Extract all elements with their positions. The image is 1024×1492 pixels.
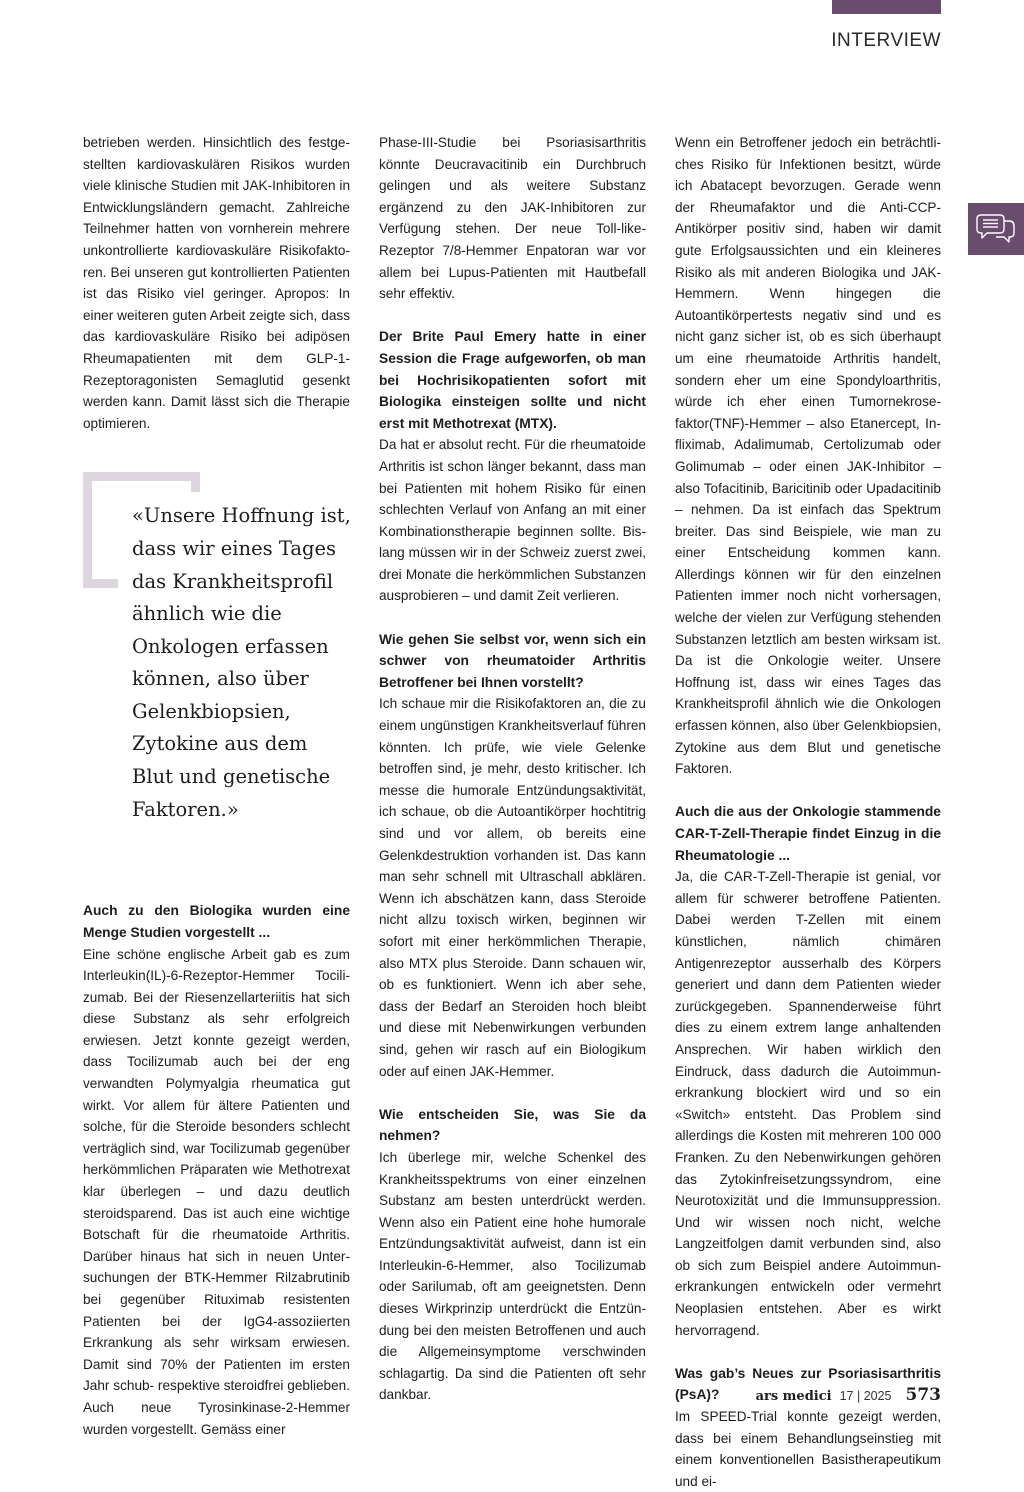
pull-quote-text: «Unsere Hoffnung ist, dass wir eines Tages das Krankheitsprofil ähnlich wie die Onkologen erfassen können, also über Gelenkbiopsien, Zytokine aus dem Blut und genetische Faktoren.»: [132, 504, 351, 821]
interview-side-tab: [968, 203, 1024, 255]
interview-answer: Eine schöne englische Arbeit gab es zum Interleukin(IL)-6-Rezeptor-Hemmer Tocilizumab. Bei der Riesenzellarteriitis hat sich diese Substanz als sehr erfolgreich erwiesen. Jetzt konnte gezeigt werden, dass Tocilizumab auch bei der eng verwandten Polymyalgia rheumatica gut wirkt. Vor allem für ältere Patienten und solche, für die Steroide besonders schlecht verträglich sind, war Tocilizumab gegenüber herkömmlichen Präparaten wie Methotrexat klar überlegen – und dazu deutlich steroidsparend. Das ist auch eine wichtige Botschaft für die rheumatoide Arthritis. Darüber hinaus hat sich in neuen Untersuchungen der BTK-Hemmer Rilzabrutinib bei gegenüber Rituximab resistenten Patienten bei der IgG4-assoziierten Erkrankung als sehr wirksam erwiesen. Damit sind 70% der Patienten im ersten Jahr schub- respektive steroidfrei geblieben. Auch neue Tyrosinkinase-2-Hemmer wurden vorgestellt. Gemäss einer: [83, 946, 350, 1437]
page-footer: [756, 1385, 941, 1405]
interview-question: Der Brite Paul Emery hatte in einer Session die Frage aufgeworfen, ob man bei Hochrisikopatienten sofort mit Biologika einsteigen sollte und nicht erst mit Methotrexat (MTX).: [379, 329, 646, 431]
interview-answer: Ich überlege mir, welche Schenkel des Krankheitsspektrums von einer einzelnen Substanz am besten unterdrückt werden. Wenn also ein Patient eine hohe humorale Entzündungsaktivität aufweist, dann ist ein Interleukin-6-Hemmer, also Tocilizumab oder Sarilumab, oft am geeignetsten. Denn dieses Wirkprinzip unterdrückt die Entzündung bei den meisten Betroffenen und auch die Allgemeinsymptome verschwinden schlagartig. Da sind die Patienten oft sehr dankbar.: [379, 1149, 646, 1403]
paragraph: Wenn ein Betroffener jedoch ein beträchtliches Risiko für Infektionen besitzt, würde ich Abatacept bevorzugen. Gerade wenn der Rheumafaktor und die Anti-CCP-Antikörper positiv sind, haben wir damit gute Erfolgsaussichten und ein kleineres Risiko als mit anderen Biologika und JAK-Hemmern. Wenn hingegen die Autoantikörpertests negativ sind und es nicht ganz sicher ist, ob es sich überhaupt um eine rheumatoide Arthritis handelt, sondern eher um eine Spondyloarthritis, würde ich eher einen Tumornekrosefaktor(TNF)-Hemmer – also Etanercept, Infliximab, Adalimumab, Certolizumab oder Golimumab – oder einen JAK-Inhibitor – also Tofacitinib, Baricitinib oder Upadacitinib – nehmen. Da ist einfach das Spektrum breiter. Das sind Beispiele, wie man zu einer Entscheidung kommen kann. Allerdings können wir für den einzelnen Patienten immer noch nicht vorhersagen, welche der vielen zur Verfügung stehenden Substanzen letztlich am besten wirksam ist. Da ist die Onkologie weiter. Unsere Hoffnung ist, dass wir eines Tages das Krankheitsprofil ähnlich wie die Onkologen erfassen können, also über Gelenkbiopsien, Zytokine aus dem Blut und genetische Faktoren.: [675, 135, 941, 777]
article-column-3: [675, 132, 941, 1492]
interview-answer: Da hat er absolut recht. Für die rheumatoide Arthritis ist schon länger bekannt, dass man bei Patienten mit hohem Risiko für einen schlechten Verlauf von Anfang an mit einer Kombinationstherapie beginnen sollte. Bislang müssen wir in der Schweiz zuerst zwei, drei Monate die herkömmlichen Substanzen ausprobieren – und damit Zeit verlieren.: [379, 437, 646, 604]
header-accent-bar: [832, 0, 941, 14]
interview-question: Wie entscheiden Sie, was Sie da nehmen?: [379, 1106, 646, 1144]
issue-number: 17 | 2025: [839, 1389, 892, 1403]
interview-question: Was gab’s Neues zur Psoriasisarthritis (PsA)?: [675, 1365, 941, 1403]
paragraph: Phase-III-Studie bei Psoriasisarthritis könnte Deucravacitinib ein Durchbruch gelingen und als weitere Substanz ergänzend zu den JAK-Inhibitoren zur Verfügung stehen. Der neue Toll-like-Rezeptor 7/8-Hemmer Enpatoran war vor allem bei Lupus-Patienten mit Hautbefall sehr effektiv.: [379, 135, 646, 302]
paragraph: betrieben werden. Hinsichtlich des festgestellten kardiovaskulären Risikos wurden viele klinische Studien mit JAK-Inhibitoren in Entwicklungsländern gemacht. Zahlreiche Teilnehmer hatten von vornherein mehrere unkontrollierte kardiovaskuläre Risikofaktoren. Bei unseren gut kontrollierten Patienten ist das Risiko viel geringer. Apropos: In einer weiteren guten Arbeit zeigte sich, dass das kardiovaskuläre Risiko bei adipösen Rheumapatienten mit dem GLP-1-Rezeptoragonisten Semaglutid gesenkt werden kann. Damit lässt sich die Therapie optimieren.: [83, 135, 350, 431]
interview-answer: Ja, die CAR-T-Zell-Therapie ist genial, vor allem für schwerer betroffene Patienten. Dabei werden T-Zellen mit einem künstlichen, nämlich chimären Antigenrezeptor ausserhalb des Körpers generiert und dann dem Patienten wieder zurückgegeben. Spannenderweise führt dies zu einem extrem lange anhaltenden Ansprechen. Wir haben wirklich den Eindruck, dass dadurch die Autoimmunerkrankung blockiert wird und so ein «Switch» entsteht. Das Problem sind allerdings die Kosten mit mehreren 100 000 Franken. Zu den Nebenwirkungen gehören das Zytokinfreisetzungssyndrom, eine Neurotoxizität und die Immunsuppression. Und wir wissen noch nicht, welche Langzeitfolgen damit verbunden sind, also ob sich zum Beispiel andere Autoimmunerkrankungen entwickeln oder vermehrt Neoplasien entstehen. Aber es wirkt hervorragend.: [675, 869, 941, 1338]
pull-quote-block: [83, 472, 350, 902]
article-column-2: [379, 132, 646, 1406]
section-label: INTERVIEW: [831, 30, 941, 51]
article-column-1: [83, 132, 350, 1440]
interview-question: Auch zu den Biologika wurden eine Menge Studien vorgestellt ...: [83, 903, 350, 940]
interview-question: Wie gehen Sie selbst vor, wenn sich ein schwer von rheumatoider Arthritis Betroffener bei Ihnen vorstellt?: [379, 631, 646, 690]
page-number: 573: [905, 1385, 941, 1405]
interview-answer: Ich schaue mir die Risikofaktoren an, die zu einem ungünstigen Krankheitsverlauf führen könnten. Ich prüfe, wie viele Gelenke betroffen sind, je mehr, desto kritischer. Ich messe die humorale Entzündungsaktivität, ich schaue, ob die Autoantikörper hochtitrig sind und vor allem, ob bereits eine Gelenkdestruktion vorhanden ist. Das kann man sehr schnell mit Ultraschall abklären. Wenn ich abschätzen kann, dass Steroide nicht allzu toxisch wirken, beginnen wir sofort mit einer herkömmlichen Therapie, also MTX plus Steroide. Dann schauen wir, ob es funktioniert. Wenn ich aber sehe, dass der Bedarf an Steroiden hoch bleibt und diese mit Nebenwirkungen verbunden sind, gehen wir rasch auf ein Biologikum oder auf einen JAK-Hemmer.: [379, 696, 646, 1079]
speech-bubbles-icon: [976, 212, 1016, 246]
magazine-name: ars medici: [755, 1389, 832, 1404]
interview-answer: Im SPEED-Trial konnte gezeigt werden, dass bei einem Behandlungseinstieg mit einem konventionellen Basistherapeutikum und ei-: [675, 1409, 941, 1489]
interview-question: Auch die aus der Onkologie stammende CAR-T-Zell-Therapie findet Einzug in die Rheumatologie ...: [675, 804, 941, 863]
